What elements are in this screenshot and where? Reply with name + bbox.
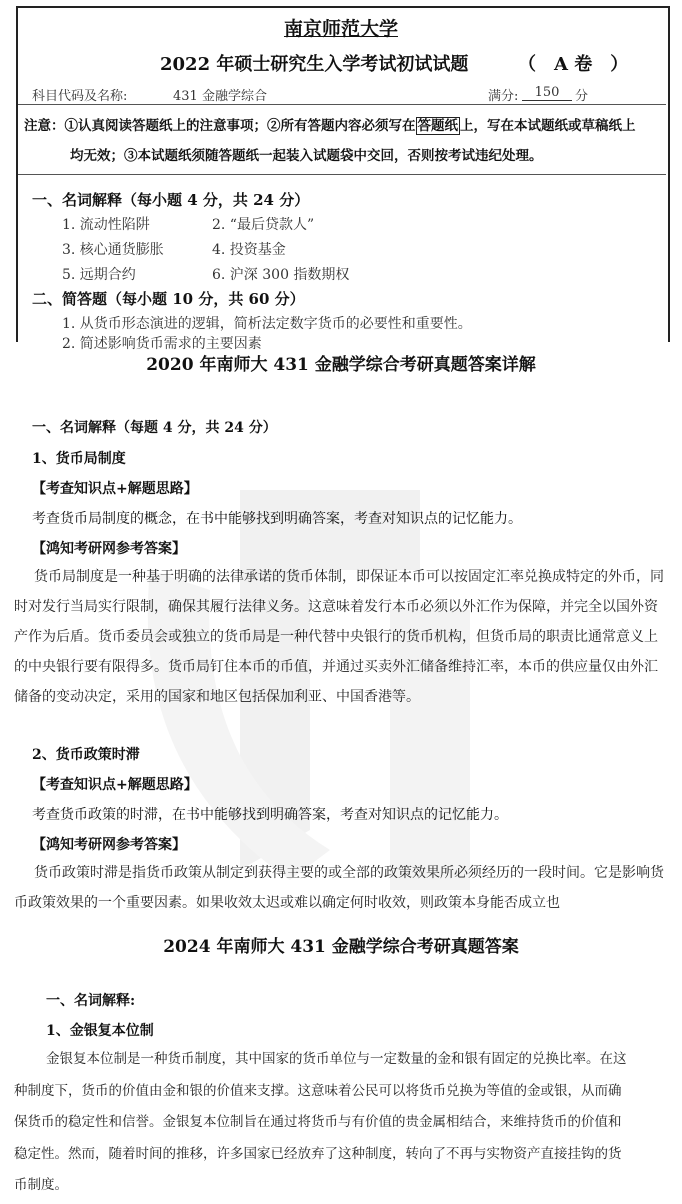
question-item: 2. 简述影响货币需求的主要因素	[62, 336, 262, 352]
term-item: 2. “最后贷款人”	[212, 217, 315, 233]
answer-doc-2024	[0, 910, 682, 1198]
notice-highlight: 答题纸	[417, 118, 458, 134]
tag-answer: 【鸿知考研网参考答案】	[32, 837, 186, 853]
tag-knowledge: 【考查知识点+解题思路】	[32, 481, 198, 497]
tag-knowledge: 【考查知识点+解题思路】	[32, 777, 198, 793]
hint-text: 考查货币政策的时滞，在书中能够找到明确答案，考查对知识点的记忆能力。	[32, 807, 508, 823]
answer-paragraph: 货币政策时滞是指货币政策从制定到获得主要的或全部的政策效果所必须经历的一段时间。它是影响货币政策效果的一个重要因素。如果收效太迟或难以确定何时收效，则政策本身能否成立也	[14, 865, 664, 911]
divider	[18, 104, 666, 105]
answer-paragraph: 货币局制度是一种基于明确的法律承诺的货币体制，即保证本币可以按固定汇率兑换成特定的外币，同时对发行当局实行限制，确保其履行法律义务。这意味着发行本币必须以外汇作为保障，并完全以国外资产作为后盾。货币委员会或独立的货币局是一种代替中央银行的货币机构，但货币局的职责比通常意义上的中央银行要有限得多。货币局钉住本币的币值，并通过买卖外汇储备维持汇率，本币的供应量仅由外汇储备的变动决定，采用的国家和地区包括保加利亚、中国香港等。	[14, 569, 664, 705]
answer-doc-2020	[0, 340, 682, 910]
notice-line-2: 均无效；③本试题纸须随答题纸一起装入试题袋中交回，否则按考试违纪处理。	[70, 148, 543, 164]
notice-suffix: 上，写在本试题纸或草稿纸上	[460, 118, 636, 134]
section-title-short-answer: 二、简答题（每小题 10 分，共 60 分）	[32, 290, 305, 308]
score-unit: 分	[575, 89, 589, 104]
term-item: 5. 远期合约	[62, 267, 136, 283]
subject-value: 431 金融学综合	[163, 85, 303, 105]
subject-label: 科目代码及名称:	[32, 89, 128, 104]
score-label: 满分:	[488, 89, 519, 104]
answer-paragraph: 金银复本位制是一种货币制度，其中国家的货币单位与一定数量的金和银有固定的兑换比率。在这种制度下，货币的价值由金和银的价值来支撑。这意味着公民可以将货币兑换为等值的金或银，从而确保货币的稳定性和信誉。金银复本位制旨在通过将货币与有价值的贵金属相结合，来维持货币的价值和稳定性。然而，随着时间的推移，许多国家已经放弃了这种制度，转向了不再与实物资产直接挂钩的货币制度。	[14, 1051, 627, 1193]
notice-prefix: 注意：①认真阅读答题纸上的注意事项；②所有答题内容必须写在	[24, 118, 416, 134]
divider	[18, 174, 666, 175]
score-value: 150	[522, 85, 572, 101]
paper-version: （ A 卷 ）	[518, 54, 629, 75]
item-title: 1、金银复本位制	[46, 1023, 154, 1039]
university-name: 南京师范大学	[283, 18, 398, 40]
exam-title: 2022 年硕士研究生入学考试初试试题	[160, 54, 469, 75]
tag-answer: 【鸿知考研网参考答案】	[32, 541, 186, 557]
term-item: 6. 沪深 300 指数期权	[212, 267, 350, 283]
item-title: 2、货币政策时滞	[32, 747, 140, 763]
term-item: 4. 投资基金	[212, 242, 286, 258]
question-item: 1. 从货币形态演进的逻辑，简析法定数字货币的必要性和重要性。	[62, 316, 472, 332]
doc-title: 2020 年南师大 431 金融学综合考研真题答案详解	[146, 355, 536, 375]
hint-text: 考查货币局制度的概念，在书中能够找到明确答案，考查对知识点的记忆能力。	[32, 511, 522, 527]
exam-paper	[0, 0, 682, 352]
term-item: 3. 核心通货膨胀	[62, 242, 164, 258]
notice-line-1	[24, 114, 636, 134]
doc-title: 2024 年南师大 431 金融学综合考研真题答案	[163, 937, 519, 957]
section-title: 一、名词解释（每题 4 分，共 24 分）	[32, 420, 277, 436]
section-title-definitions: 一、名词解释（每小题 4 分，共 24 分）	[32, 191, 310, 209]
section-title: 一、名词解释:	[46, 993, 136, 1009]
term-item: 1. 流动性陷阱	[62, 217, 150, 233]
item-title: 1、货币局制度	[32, 451, 126, 467]
